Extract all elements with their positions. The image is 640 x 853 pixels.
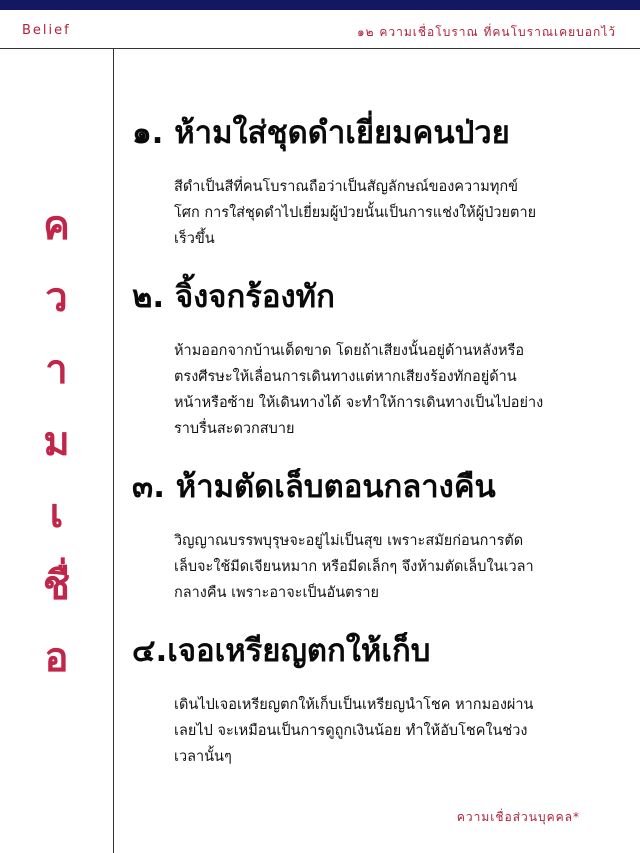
side-title-char: อ	[44, 635, 69, 681]
belief-item	[132, 110, 622, 252]
belief-item-title: ๒. จิ้งจกร้องทัก	[132, 279, 335, 315]
body-line: เร็วขึ้น	[174, 231, 215, 247]
side-title-char: า	[45, 347, 68, 393]
body-line: ราบรื่นสะดวกสบาย	[174, 421, 295, 437]
belief-item-body	[174, 338, 622, 442]
belief-item	[132, 628, 622, 770]
side-title-char: ว	[45, 275, 68, 321]
page-header	[0, 10, 640, 49]
belief-item-body	[174, 174, 622, 252]
header-category-label: Belief	[22, 23, 71, 38]
belief-item-title: ๑. ห้ามใส่ชุดดำเยี่ยมคนป่วย	[132, 115, 510, 151]
body-line: โศก การใส่ชุดดำไปเยี่ยมผู้ป่วยนั้นเป็นการแช่งให้ผู้ป่วยตาย	[174, 205, 537, 221]
body-line: ตรงศีรษะให้เลื่อนการเดินทางแต่หากเสียงร้องทักอยู่ด้าน	[174, 369, 517, 385]
belief-item-title: ๓. ห้ามตัดเล็บตอนกลางคืน	[132, 469, 496, 505]
header-series-title: ๑๒ ความเชื่อโบราณ ที่คนโบราณเคยบอกไว้	[357, 25, 616, 39]
body-line: เดินไปเจอเหรียญตกให้เก็บเป็นเหรียญนำโชค หากมองผ่าน	[174, 697, 534, 713]
side-title-char: เ	[49, 491, 64, 537]
body-line: หน้าหรือซ้าย ให้เดินทางได้ จะทำให้การเดินทางเป็นไปอย่าง	[174, 395, 544, 411]
side-title-char: ค	[43, 203, 70, 249]
body-line: วิญญาณบรรพบุรุษจะอยู่ไม่เป็นสุข เพราะสมัยก่อนการตัด	[174, 533, 524, 549]
side-title-char: ม	[43, 419, 70, 465]
belief-item-body	[174, 528, 622, 606]
side-title-char: ชื่	[42, 563, 71, 609]
body-line: กลางคืน เพราะอาจะเป็นอันตราย	[174, 585, 380, 601]
body-line: ห้ามออกจากบ้านเด็ดขาด โดยถ้าเสียงนั้นอยู่ด้านหลังหรือ	[174, 343, 525, 359]
belief-item	[132, 274, 622, 442]
belief-item	[132, 464, 622, 606]
body-line: เวลานั้นๆ	[174, 749, 232, 765]
belief-item-title: ๔.เจอเหรียญตกให้เก็บ	[132, 633, 431, 669]
belief-list	[132, 110, 622, 792]
body-line: เลยไป จะเหมือนเป็นการดูถูกเงินน้อย ทำให้อับโชคในช่วง	[174, 723, 528, 739]
belief-item-body	[174, 692, 622, 770]
top-color-bar	[0, 0, 640, 10]
side-vertical-title	[0, 190, 113, 694]
body-line: สีดำเป็นสีที่คนโบราณถือว่าเป็นสัญลักษณ์ของความทุกข์	[174, 179, 519, 195]
footer-disclaimer: ความเชื่อส่วนบุคคล*	[456, 810, 580, 824]
body-line: เล็บจะใช้มีดเจียนหมาก หรือมีดเล็กๆ จึงห้ามตัดเล็บในเวลา	[174, 559, 534, 575]
vertical-divider	[113, 48, 114, 853]
